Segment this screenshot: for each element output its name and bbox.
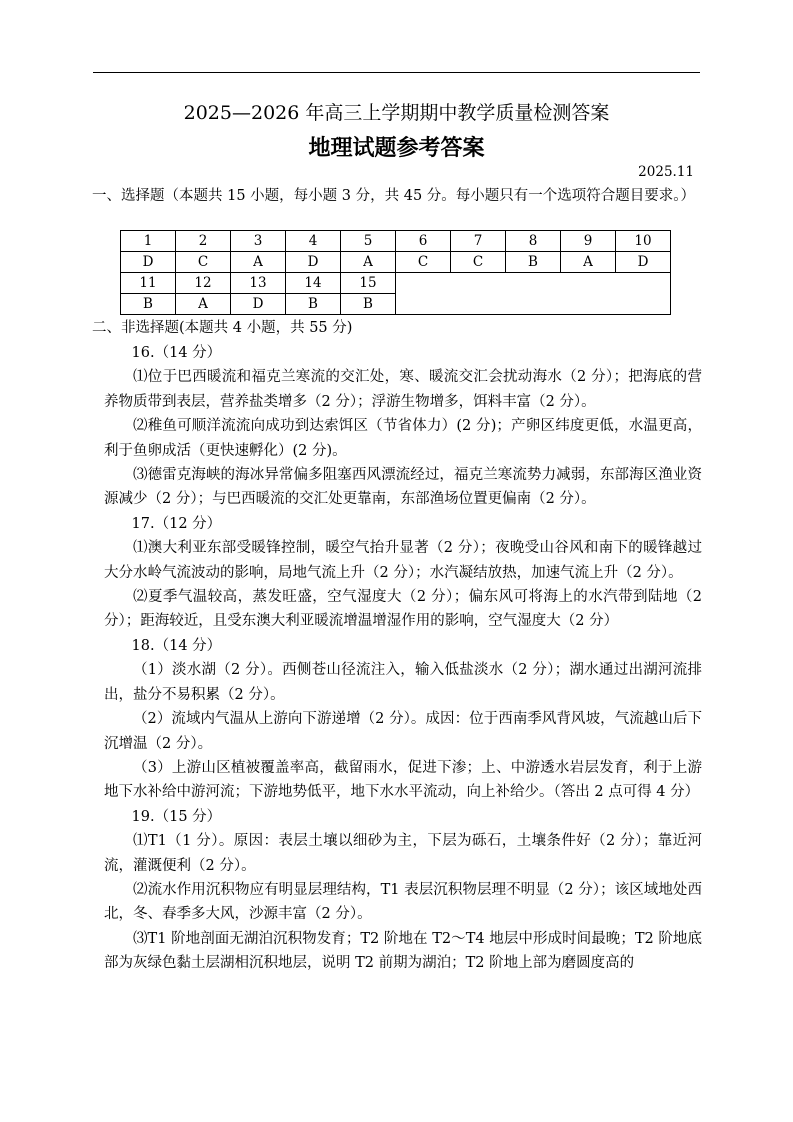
page-title: 2025—2026 年高三上学期期中教学质量检测答案 — [183, 102, 610, 124]
question-number-cell: 1 — [121, 231, 176, 252]
question-16-answer-1: ⑴位于巴西暖流和福克兰寒流的交汇处，寒、暖流交汇会扰动海水（2 分）；把海底的营养物质带到表层，营养盐类增多（2 分）；浮游生物增多，饵料丰富（2 分）。 — [104, 369, 702, 410]
answer-cell: C — [396, 252, 451, 273]
question-number-cell: 6 — [396, 231, 451, 252]
answer-table — [120, 230, 671, 315]
question-18-answer-1: （1）淡水湖（2 分）。西侧苍山径流注入，输入低盐淡水（2 分）；湖水通过出湖河流排出，盐分不易积累（2 分）。 — [104, 662, 702, 703]
answer-cell: B — [286, 294, 341, 315]
answer-cell: C — [451, 252, 506, 273]
answer-cell: C — [176, 252, 231, 273]
question-number-cell: 8 — [506, 231, 561, 252]
question-number-cell: 10 — [616, 231, 671, 252]
answer-cell: B — [506, 252, 561, 273]
header-rule — [93, 72, 700, 73]
question-16-answer-2: ⑵稚鱼可顺洋流流向成功到达索饵区（节省体力）(2 分)；产卵区纬度更低，水温更高，利于鱼卵成活（更快速孵化）(2 分)。 — [104, 418, 702, 459]
answer-cell: A — [561, 252, 616, 273]
question-number-cell: 5 — [341, 231, 396, 252]
page-subtitle: 地理试题参考答案 — [308, 136, 485, 161]
question-number-cell: 7 — [451, 231, 506, 252]
question-17-heading: 17.（12 分） — [131, 515, 222, 532]
question-number-cell: 9 — [561, 231, 616, 252]
question-16-heading: 16.（14 分） — [131, 345, 222, 361]
answer-cell: A — [341, 252, 396, 273]
question-number-cell: 14 — [286, 273, 341, 294]
question-number-cell: 11 — [121, 273, 176, 294]
section2-heading: 二、非选择题(本题共 4 小题，共 55 分) — [92, 320, 353, 336]
question-number-cell: 15 — [341, 273, 396, 294]
question-19-answer-1: ⑴T1（1 分）。原因：表层土壤以细砂为主，下层为砾石，土壤条件好（2 分）；靠近河流，灌溉便利（2 分）。 — [104, 833, 702, 874]
answer-cell: D — [616, 252, 671, 273]
answer-table-row-numbers-2 — [121, 273, 671, 294]
answer-cell: B — [341, 294, 396, 315]
question-18-answer-3: （3）上游山区植被覆盖率高，截留雨水，促进下渗；上、中游透水岩层发育，利于上游地下水补给中游河流；下游地势低平，地下水水平流动，向上补给少。（答出 2 点可得 4 分） — [104, 759, 702, 801]
question-17-answer-2: ⑵夏季气温较高，蒸发旺盛，空气湿度大（2 分）；偏东风可将海上的水汽带到陆地（2 分）；距海较近，且受东澳大利亚暖流增温增湿作用的影响，空气湿度大（2 分） — [104, 589, 702, 630]
answer-cell: D — [286, 252, 341, 273]
answer-cell: B — [121, 294, 176, 315]
question-19-answer-3: ⑶T1 阶地剖面无湖泊沉积物发育；T2 阶地在 T2～T4 地层中形成时间最晚；T2 阶地底部为灰绿色黏土层湖相沉积地层，说明 T2 前期为湖泊；T2 阶地上部为磨圆度高的 — [104, 930, 702, 972]
question-number-cell: 3 — [231, 231, 286, 252]
question-number-cell: 4 — [286, 231, 341, 252]
answer-cell: D — [121, 252, 176, 273]
answers-body — [104, 341, 702, 976]
answer-cell: A — [176, 294, 231, 315]
question-16-answer-3: ⑶德雷克海峡的海冰异常偏多阻塞西风漂流经过，福克兰寒流势力减弱，东部海区渔业资源减少（2 分）；与巴西暖流的交汇处更靠南，东部渔场位置更偏南（2 分）。 — [104, 467, 702, 508]
answer-table-row-answers-1 — [121, 252, 671, 273]
question-number-cell: 2 — [176, 231, 231, 252]
question-18-heading: 18.（14 分） — [131, 637, 222, 654]
question-19-answer-2: ⑵流水作用沉积物应有明显层理结构，T1 表层沉积物层理不明显（2 分）；该区域地处西北，冬、春季多大风，沙源丰富（2 分）。 — [104, 881, 702, 923]
document-date: 2025.11 — [638, 164, 694, 180]
section1-heading: 一、选择题（本题共 15 小题，每小题 3 分，共 45 分。每小题只有一个选项符合题目要求。） — [92, 188, 696, 204]
answer-cell: A — [231, 252, 286, 273]
question-17-answer-1: ⑴澳大利亚东部受暖锋控制，暖空气抬升显著（2 分）；夜晚受山谷风和南下的暖锋越过大分水岭气流波动的影响，局地气流上升（2 分）；水汽凝结放热，加速气流上升（2 分）。 — [104, 540, 702, 581]
question-19-heading: 19.（15 分） — [131, 808, 222, 825]
answer-table-row-numbers-1 — [121, 231, 671, 252]
table-blank-cell — [396, 273, 671, 315]
question-number-cell: 12 — [176, 273, 231, 294]
question-18-answer-2: （2）流域内气温从上游向下游递增（2 分）。成因：位于西南季风背风坡，气流越山后下沉增温（2 分）。 — [104, 711, 702, 752]
answer-cell: D — [231, 294, 286, 315]
question-number-cell: 13 — [231, 273, 286, 294]
